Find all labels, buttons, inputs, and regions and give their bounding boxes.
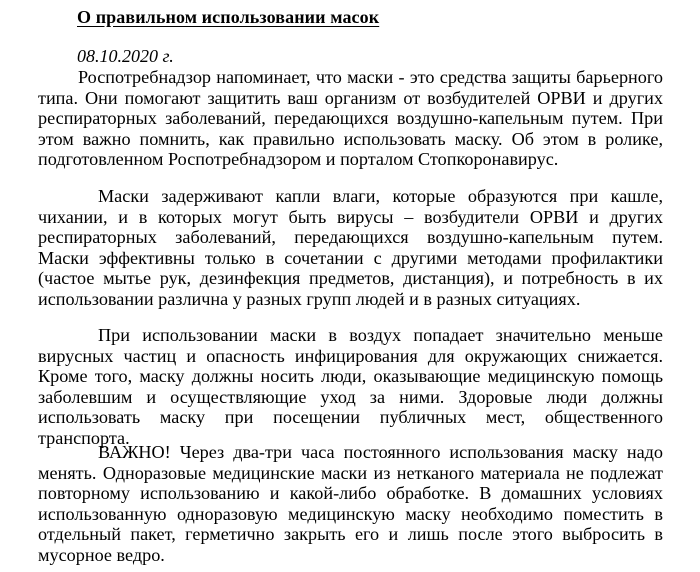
- document-title: О правильном использовании масок: [77, 7, 380, 27]
- document-date: 08.10.2020 г.: [77, 46, 174, 66]
- paragraph-3: При использовании маски в воздух попадает значительно меньше вирусных частиц и опасность инфицирования для окружающих снижается. Кроме того, маску должны носить люди, оказывающие медицинскую помощь заболевшим и осуществляющие уход за ними. Здоровые люди должны использовать маску при посещении публичных мест, общественного транспорта.: [38, 325, 663, 448]
- paragraph-1: Роспотребнадзор напоминает, что маски - это средства защиты барьерного типа. Они помогают защитить ваш организм от возбудителей ОРВИ и других респираторных заболеваний, передающихся воздушно-капельным путем. При этом важно помнить, как правильно использовать маску. Об этом в ролике, подготовленном Роспотребнадзором и порталом Стопкоронавирус.: [38, 67, 663, 170]
- paragraph-4: ВАЖНО! Через два-три часа постоянного использования маску надо менять. Одноразовые медицинские маски из нетканого материала не подлежат повторному использованию и какой-либо обработке. В домашних условиях использованную одноразовую медицинскую маску необходимо поместить в отдельный пакет, герметично закрыть его и лишь после этого выбросить в мусорное ведро.: [38, 442, 663, 565]
- paragraph-2: Маски задерживают капли влаги, которые образуются при кашле, чихании, и в которых могут быть вирусы – возбудители ОРВИ и других респираторных заболеваний, передающихся воздушно-капельным путем. Маски эффективны только в сочетании с другими методами профилактики (частое мытье рук, дезинфекция предметов, дистанция), и потребность в их использовании различна у разных групп людей и в разных ситуациях.: [38, 186, 663, 309]
